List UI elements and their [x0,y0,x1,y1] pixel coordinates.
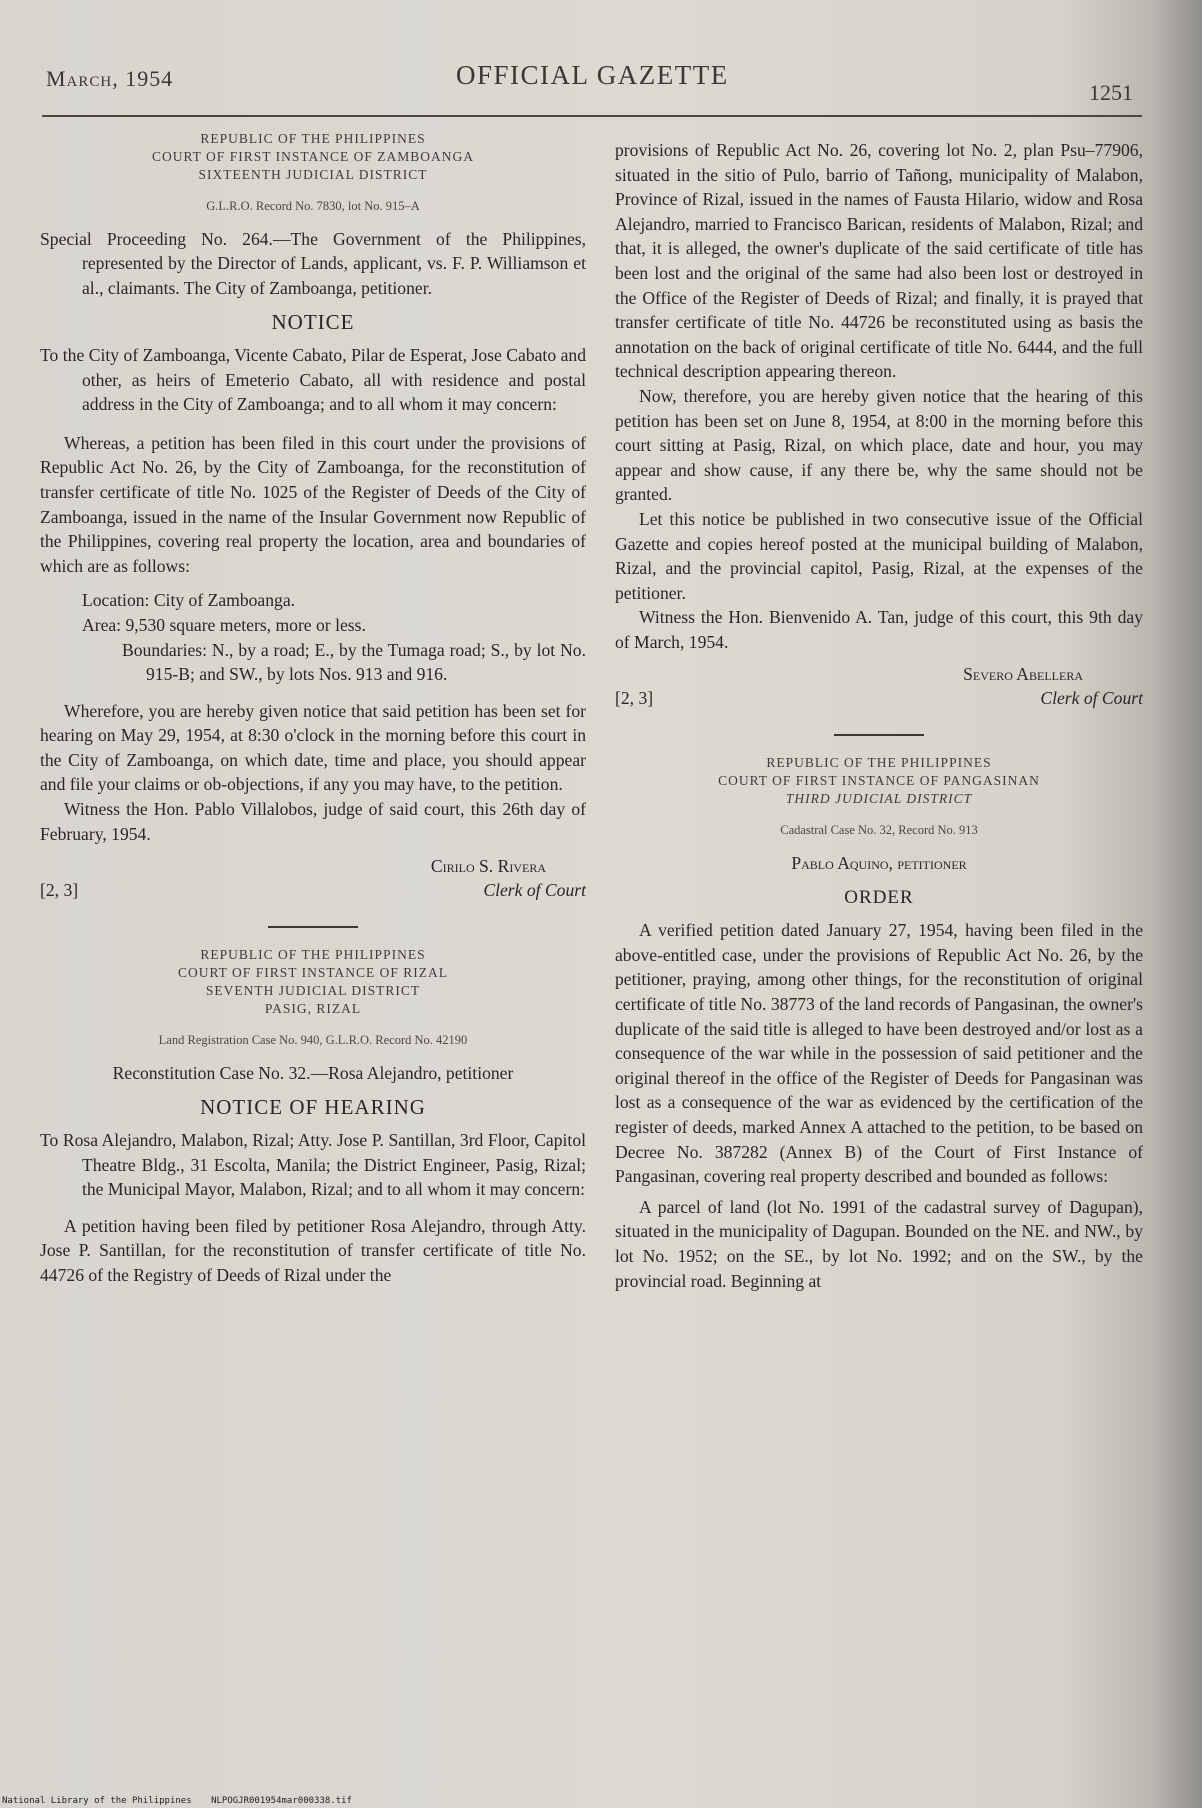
issue-number: [2, 3] [40,880,79,901]
continuation-paragraph: provisions of Republic Act No. 26, covering lot No. 2, plan Psu–77906, situated in the sitio of Pulo, barrio of Tañong, municipality of Malabon, Province of Rizal, issued in the names of Fausta Hilario, widow and Rosa Alejandro, married to Francisco Barican, residents of Malabon, Rizal; and that, it is alleged, the owner's duplicate of the said certificate of title has been lost and the original of the same had also been lost or destroyed in the Office of the Register of Deeds of Rizal; and finally, it is prayed that transfer certificate of title No. 44726 be reconstituted using as basis the annotation on the back of original certificate of title No. 6444, and the full technical description appearing thereon. [615,140,1143,382]
signer-title: Clerk of Court [483,880,586,901]
addressees: To the City of Zamboanga, Vicente Cabato, Pilar de Esperat, Jose Cabato and other, as heirs of Emeterio Cabato, all with residence and postal address in the City of Zamboanga; and to all whom it may concern: [40,344,586,415]
court-heading-zamboanga: REPUBLIC OF THE PHILIPPINES COURT OF FIRST INSTANCE OF ZAMBOANGA SIXTEENTH JUDICIAL DISTRICT [151,131,475,182]
court-heading-rizal: REPUBLIC OF THE PHILIPPINES COURT OF FIRST INSTANCE OF RIZAL SEVENTH JUDICIAL DISTRICT PASIG, RIZAL [177,947,449,1017]
case-caption: Special Proceeding No. 264.—The Government of the Philippines, represented by the Director of Lands, applicant, vs. F. P. Williamson et al., claimants. The City of Zamboanga, petitioner. [40,228,586,298]
right-column [615,138,1143,1293]
header-title: OFFICIAL GAZETTE [456,60,729,90]
petition-paragraph: A petition having been filed by petitioner Rosa Alejandro, through Atty. Jose P. Santillan, for the reconstitution of transfer certificate of title No. 44726 of the Registry of Deeds of Rizal under the [40,1215,586,1285]
section-divider [268,926,358,928]
case-caption: Pablo Aquino, petitioner [791,853,967,874]
publication-paragraph: Let this notice be published in two consecutive issue of the Official Gazette and copies hereof posted at the municipal building of Malabon, Rizal, and the provincial capitol, Pasig, Rizal, at the expenses of the petitioner. [615,508,1143,603]
record-line: Cadastral Case No. 32, Record No. 913 [780,823,978,838]
hearing-paragraph: Wherefore, you are hereby given notice that said petition has been set for hearing on May 29, 1954, at 8:30 o'clock in the morning before this court in the City of Zamboanga, on which date, time and place, you should appear and file your claims or ob-objections, if any you may have, to the petition. [40,700,586,795]
signer-title: Clerk of Court [1040,688,1143,709]
signature-block [615,662,1143,712]
boundaries-line: Boundaries: N., by a road; E., by the Tumaga road; S., by lot No. 915-B; and SW., by lots Nos. 913 and 916. [122,639,586,685]
court-heading-pangasinan: REPUBLIC OF THE PHILIPPINES COURT OF FIRST INSTANCE OF PANGASINAN THIRD JUDICIAL DISTRICT [718,755,1040,807]
order-heading: ORDER [844,886,914,908]
left-column [40,130,586,1288]
header-date: March, 1954 [46,66,174,91]
issue-number: [2, 3] [615,688,654,709]
location-line: Location: City of Zamboanga. [82,590,296,611]
witness-paragraph: Witness the Hon. Pablo Villalobos, judge of said court, this 26th day of February, 1954. [40,799,586,844]
signer-name: Severo Abellera [963,664,1083,685]
section-divider [834,734,924,736]
record-line: G.L.R.O. Record No. 7830, lot No. 915–A [206,199,420,213]
case-caption: Reconstitution Case No. 32.—Rosa Alejandro, petitioner [112,1062,514,1083]
page-number: 1251 [1089,80,1133,105]
order-paragraph: A verified petition dated January 27, 1954, having been filed in the above-entitled case, under the provisions of Republic Act No. 26, by the petitioner, praying, among other things, for the reconstitution of original certificate of title No. 38773 of the land records of Pangasinan, the owner's duplicate of the said title is alleged to have been destroyed and/or lost as a consequence of the war while in the possession of said petitioner and the original thereof in the office of the Register of Deeds for Pangasinan was lost as a consequence of the war as evidenced by the certification of the register of deeds, marked Annex A attached to the petition, to be based on Decree No. 387282 (Annex B) of the Court of First Instance of Pangasinan, covering real property described and bounded as follows: [615,920,1143,1187]
hearing-paragraph: Now, therefore, you are hereby given notice that the hearing of this petition has been set on June 8, 1954, at 8:00 in the morning before this court sitting at Pasig, Rizal, on which place, date and hour, you may appear and show cause, if any there be, why the same should not be granted. [615,385,1143,505]
property-description [40,588,586,686]
witness-paragraph: Witness the Hon. Bienvenido A. Tan, judge of this court, this 9th day of March, 1954. [615,607,1143,652]
notice-heading: NOTICE OF HEARING [200,1095,426,1120]
addressees: To Rosa Alejandro, Malabon, Rizal; Atty. Jose P. Santillan, 3rd Floor, Capitol Theatre Bldg., 31 Escolta, Manila; the District Engineer, Pasig, Rizal; the Municipal Mayor, Malabon, Rizal; and to all whom it may concern: [40,1130,586,1200]
record-line: Land Registration Case No. 940, G.L.R.O. Record No. 42190 [158,1033,468,1048]
petition-paragraph: Whereas, a petition has been filed in this court under the provisions of Republic Act No. 26, by the City of Zamboanga, for the reconstitution of transfer certificate of title No. 1025 of the Register of Deeds of the City of Zamboanga, issued in the name of the Insular Government now Republic of the Philippines, covering real property the location, area and boundaries of which are as follows: [40,432,586,576]
area-line: Area: 9,530 square meters, more or less. [82,614,366,635]
signature-block [40,854,586,904]
notice-heading: NOTICE [271,310,355,335]
signer-name: Cirilo S. Rivera [430,856,546,877]
scan-footer [2,1796,366,1806]
footer-file: NLPOGJR001954mar000338.tif [211,1796,352,1806]
parcel-paragraph: A parcel of land (lot No. 1991 of the cadastral survey of Dagupan), situated in the municipality of Dagupan. Bounded on the NE. and NW., by lot No. 1952; on the SE., by lot No. 1992; and on the SW., by the provincial road. Beginning at [615,1196,1143,1291]
footer-source: National Library of the Philippines [2,1796,192,1806]
header-rule [42,115,1142,117]
